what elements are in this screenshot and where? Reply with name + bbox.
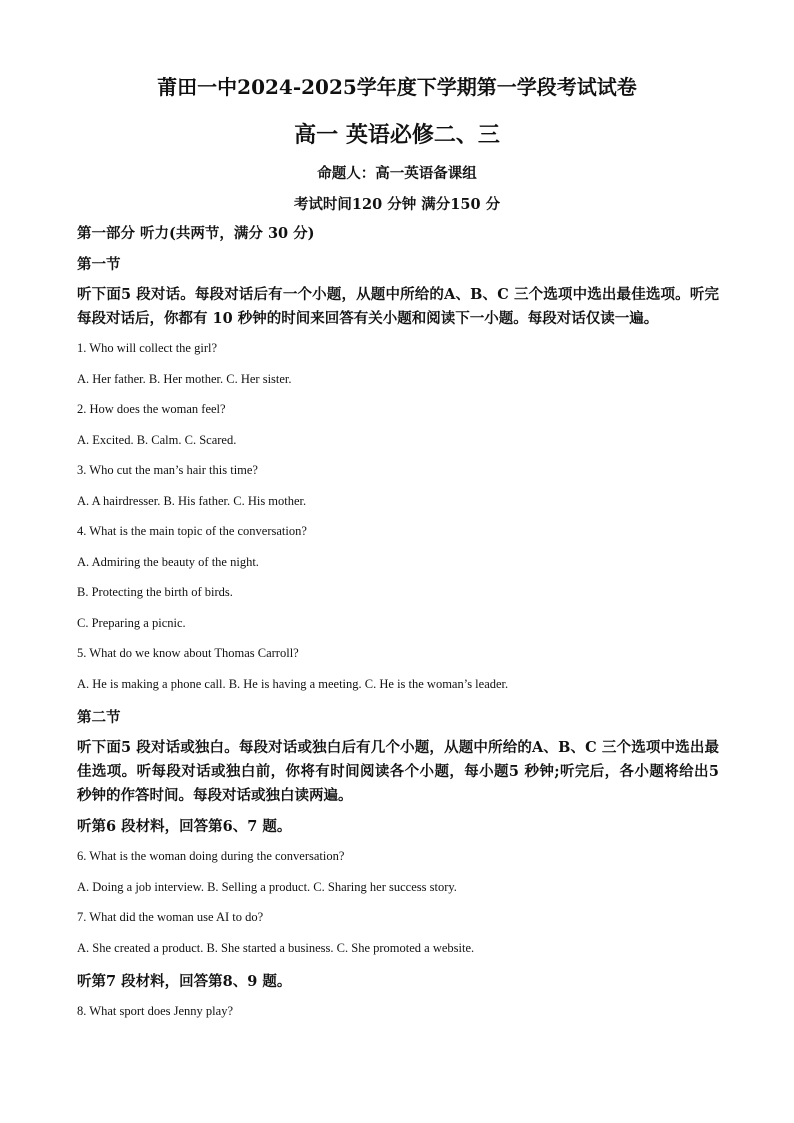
options-line: A. Admiring the beauty of the night.	[77, 554, 259, 569]
question-line: 2. How does the woman feel?	[77, 402, 226, 416]
exam-content	[77, 222, 719, 1027]
subject-title: 高一 英语必修二、三	[294, 122, 500, 148]
group1-title: 听第6 段材料，回答第6、7 题。	[77, 818, 292, 835]
part1-title: 第一部分 听力(共两节，满分 30 分)	[77, 225, 315, 242]
question-line: 8. What sport does Jenny play?	[77, 1004, 233, 1018]
options-line: A. He is making a phone call. B. He is having a meeting. C. He is the woman’s leader.	[77, 676, 509, 691]
group1-questions	[77, 841, 719, 963]
options-line: A. Doing a job interview. B. Selling a product. C. Sharing her success story.	[77, 879, 457, 894]
options-line: C. Preparing a picnic.	[77, 615, 186, 630]
school-exam-title: 莆田一中2024-2025学年度下学期第一学段考试试卷	[157, 75, 637, 99]
group2-questions	[77, 996, 719, 1027]
options-line: B. Protecting the birth of birds.	[77, 585, 233, 599]
question-line: 3. Who cut the man’s hair this time?	[77, 463, 258, 477]
section1-instructions: 听下面5 段对话。每段对话后有一个小题，从题中所给的A、B、C 三个选项中选出最佳选项。听完每段对话后，你都有 10 秒钟的时间来回答有关小题和阅读下一小题。每段对话仅读一遍。	[77, 286, 719, 327]
question-line: 7. What did the woman use AI to do?	[77, 910, 264, 924]
exam-info-line: 考试时间120 分钟 满分150 分	[293, 196, 501, 213]
options-line: A. Excited. B. Calm. C. Scared.	[77, 432, 237, 447]
section2-instructions: 听下面5 段对话或独白。每段对话或独白后有几个小题，从题中所给的A、B、C 三个选项中选出最佳选项。听每段对话或独白前，你将有时间阅读各个小题，每小题5 秒钟;听完后，各小题将给出5 秒钟的作答时间。每段对话或独白读两遍。	[77, 739, 719, 804]
question-line: 6. What is the woman doing during the conversation?	[77, 849, 345, 863]
options-line: A. Her father. B. Her mother. C. Her sister.	[77, 371, 292, 386]
section2-title: 第二节	[77, 709, 121, 726]
section1-title: 第一节	[77, 256, 121, 273]
question-line: 1. Who will collect the girl?	[77, 341, 218, 355]
question-line: 5. What do we know about Thomas Carroll?	[77, 646, 299, 660]
section1-questions	[77, 333, 719, 699]
author-line: 命题人：高一英语备课组	[317, 165, 477, 182]
options-line: A. She created a product. B. She started a business. C. She promoted a website.	[77, 940, 475, 955]
options-line: A. A hairdresser. B. His father. C. His mother.	[77, 493, 307, 508]
question-line: 4. What is the main topic of the conversation?	[77, 524, 307, 538]
group2-title: 听第7 段材料，回答第8、9 题。	[77, 973, 292, 990]
